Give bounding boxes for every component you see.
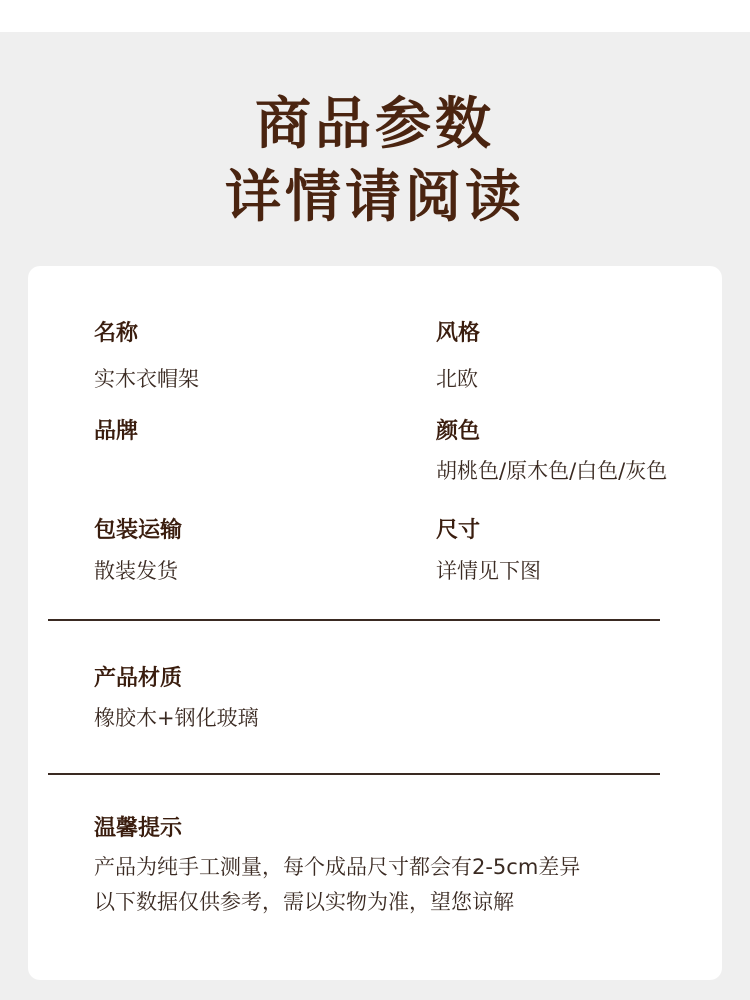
divider: [48, 619, 660, 621]
param-size-label: 尺寸: [436, 518, 481, 543]
page-title-line1: 商品参数: [255, 92, 495, 157]
param-size-value: 详情见下图: [436, 559, 541, 583]
tips-line-2: 以下数据仅供参考，需以实物为准，望您谅解: [94, 890, 514, 914]
material-value: 橡胶木+钢化玻璃: [94, 706, 259, 730]
param-style-label: 风格: [436, 321, 481, 346]
param-packing-value: 散装发货: [94, 559, 178, 583]
param-name-value: 实木衣帽架: [94, 367, 199, 391]
divider: [48, 773, 660, 775]
material-label: 产品材质: [94, 666, 183, 691]
params-card: [28, 266, 722, 980]
param-packing-label: 包装运输: [94, 518, 183, 543]
tips-label: 温馨提示: [94, 816, 183, 841]
param-color-label: 颜色: [436, 419, 481, 444]
param-color-value: 胡桃色/原木色/白色/灰色: [436, 459, 668, 483]
param-name-label: 名称: [94, 321, 139, 346]
tips-line-1: 产品为纯手工测量，每个成品尺寸都会有2-5cm差异: [94, 855, 581, 879]
param-brand-label: 品牌: [94, 419, 139, 444]
param-style-value: 北欧: [436, 367, 478, 391]
page-title-line2: 详情请阅读: [225, 165, 525, 230]
